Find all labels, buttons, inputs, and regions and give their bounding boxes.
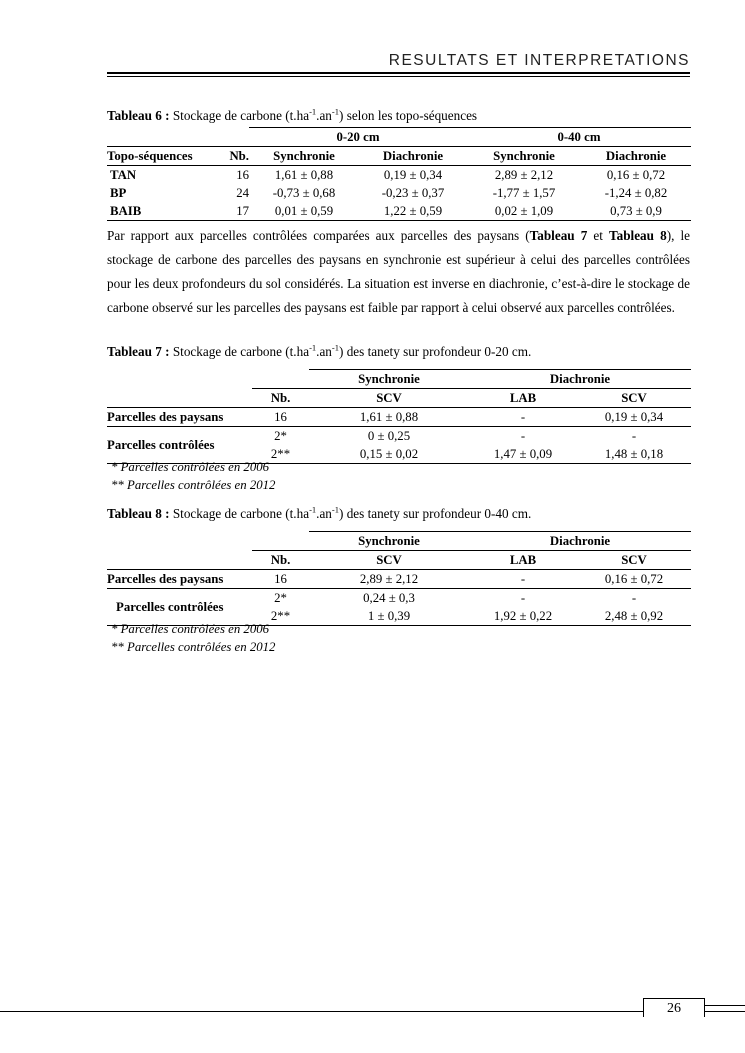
table8-note-2006: * Parcelles contrôlées en 2006	[111, 622, 270, 636]
table8-col-scv2: SCV	[577, 551, 691, 570]
table8-caption: Tableau 8 : Stockage de carbone $(t.ha^{-1}.an^{-1})$ des tanety sur profondeur 0-40 cm.	[107, 504, 532, 521]
table6-col-sync-40: Synchronie	[467, 147, 581, 166]
running-header: RESULTATS ET INTERPRETATIONS	[388, 52, 690, 69]
table7-note-2006: * Parcelles contrôlées en 2006	[111, 460, 270, 474]
table8	[107, 531, 691, 626]
table7-caption-label: Tableau 7 :	[107, 344, 170, 359]
header-rule-thick	[107, 72, 690, 74]
table7-group-diac: Diachronie	[469, 370, 691, 389]
table-row: TAN 16 1,61 ± 0,88 0,19 ± 0,34 2,89 ± 2,12 0,16 ± 0,72	[110, 168, 666, 182]
table6-caption: Tableau 6 : Stockage de carbone $(t.ha^{-1}.an^{-1})$ selon les topo-séquences	[107, 106, 478, 123]
table6-col-diac-20: Diachronie	[359, 147, 467, 166]
table6-col-nb: Nb.	[217, 147, 249, 166]
table6-group-0-40: 0-40 cm	[467, 128, 691, 147]
table7-note-2012: ** Parcelles contrôlées en 2012	[111, 478, 276, 492]
table-row: Parcelles des paysans 16 1,61 ± 0,88 - 0,19 ± 0,34	[107, 408, 691, 427]
table8-group-diac: Diachronie	[469, 532, 691, 551]
header-rule-thin	[107, 76, 690, 77]
table-row: BAIB 17 0,01 ± 0,59 1,22 ± 0,59 0,02 ± 1,09 0,73 ± 0,9	[107, 202, 691, 221]
footer-rule-tick	[703, 1005, 745, 1006]
table6-caption-label: Tableau 6 :	[107, 108, 170, 123]
table8-col-nb: Nb.	[252, 551, 309, 570]
table7-col-scv2: SCV	[577, 389, 691, 408]
table6-col-topo: Topo-séquences	[107, 147, 217, 166]
table7-caption: Tableau 7 : Stockage de carbone $(t.ha^{-1}.an^{-1})$ des tanety sur profondeur 0-20 cm.	[107, 342, 532, 359]
table6-group-0-20: 0-20 cm	[249, 128, 467, 147]
table8-group-sync: Synchronie	[309, 532, 469, 551]
table8-note-2012: ** Parcelles contrôlées en 2012	[111, 640, 276, 654]
table8-caption-label: Tableau 8 :	[107, 506, 170, 521]
footer-rule	[0, 1011, 745, 1012]
body-paragraph: Par rapport aux parcelles contrôlées comparées aux parcelles des paysans (Tableau 7 et Tableau 8), le stockage de carbone des parcelles des paysans en synchronie est supérieur à celui des parcelles contrôlées pour les deux profondeurs du sol considérés. La situation est inverse en diachronie, c’est-à-dire le stockage de carbone observé sur les parcelles des paysans est faible par rapport à celui observé aux parcelles contrôlées.	[107, 228, 690, 315]
table7-group-sync: Synchronie	[309, 370, 469, 389]
table6-col-sync-20: Synchronie	[249, 147, 359, 166]
table8-col-scv: SCV	[309, 551, 469, 570]
table6-col-diac-40: Diachronie	[581, 147, 691, 166]
table8-col-lab: LAB	[469, 551, 577, 570]
table-row: 2** 0,15 ± 0,02 1,47 ± 0,09 1,48 ± 0,18	[107, 445, 691, 464]
table-row: Parcelles contrôlées 2* 0 ± 0,25 - -	[107, 427, 691, 446]
table6	[107, 127, 691, 221]
table-row: Parcelles contrôlées 2* 0,24 ± 0,3 - -	[107, 589, 691, 608]
table-row: Parcelles des paysans 16 2,89 ± 2,12 - 0,16 ± 0,72	[107, 570, 691, 589]
table7	[107, 369, 691, 464]
page-number: 26	[643, 998, 705, 1017]
table-row: 2** 1 ± 0,39 1,92 ± 0,22 2,48 ± 0,92	[107, 607, 691, 626]
table-row: BP 24 -0,73 ± 0,68 -0,23 ± 0,37 -1,77 ± 1,57 -1,24 ± 0,82	[110, 186, 668, 200]
table7-col-nb: Nb.	[252, 389, 309, 408]
table7-col-scv: SCV	[309, 389, 469, 408]
table7-col-lab: LAB	[469, 389, 577, 408]
